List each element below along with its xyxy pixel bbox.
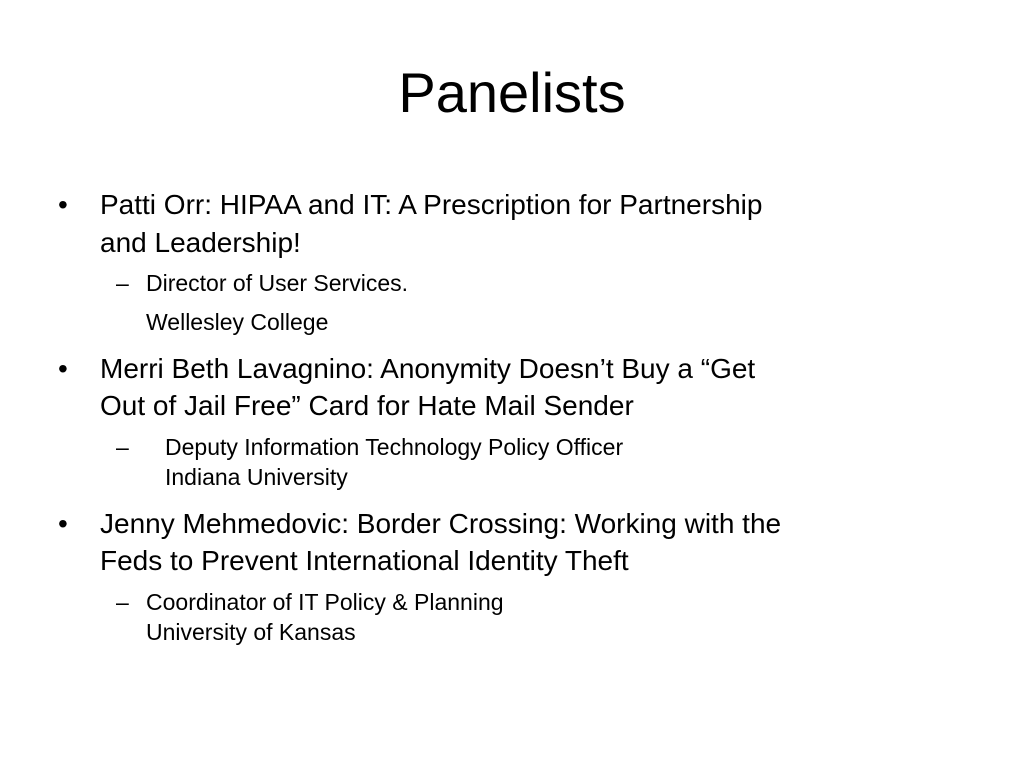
panelist-item xyxy=(58,350,958,425)
panelist-list xyxy=(58,186,958,647)
panelist-org: University of Kansas xyxy=(146,618,356,645)
talk-title-line: Patti Orr: HIPAA and IT: A Prescription for Partnership xyxy=(100,189,763,220)
bullet-icon: • xyxy=(58,352,68,384)
talk-title-line: Jenny Mehmedovic: Border Crossing: Working with the xyxy=(100,507,782,539)
talk-title-line: Feds to Prevent International Identity Theft xyxy=(100,545,629,577)
panelist-affiliation xyxy=(58,588,958,648)
talk-title-line: and Leadership! xyxy=(100,226,301,258)
dash-icon: – xyxy=(116,270,129,297)
bullet-icon: • xyxy=(58,507,68,539)
dash-icon: – xyxy=(116,588,129,615)
panelist-role: Deputy Information Technology Policy Officer xyxy=(165,433,624,460)
panelist-affiliation xyxy=(58,269,958,338)
panelist-role: Coordinator of IT Policy & Planning xyxy=(146,588,504,615)
panelist-org: Wellesley College xyxy=(146,308,329,335)
panelist-org: Indiana University xyxy=(165,463,348,490)
bullet-icon: • xyxy=(58,189,68,220)
talk-title-line: Merri Beth Lavagnino: Anonymity Doesn’t Buy a “Get xyxy=(100,352,756,384)
slide-title: Panelists xyxy=(398,61,626,124)
talk-title-line: Out of Jail Free” Card for Hate Mail Sender xyxy=(100,390,634,422)
panelist-affiliation xyxy=(58,433,958,493)
panelist-item xyxy=(58,505,958,580)
panelist-role: Director of User Services. xyxy=(146,270,409,297)
panelist-item xyxy=(58,186,958,261)
dash-icon: – xyxy=(116,433,129,460)
